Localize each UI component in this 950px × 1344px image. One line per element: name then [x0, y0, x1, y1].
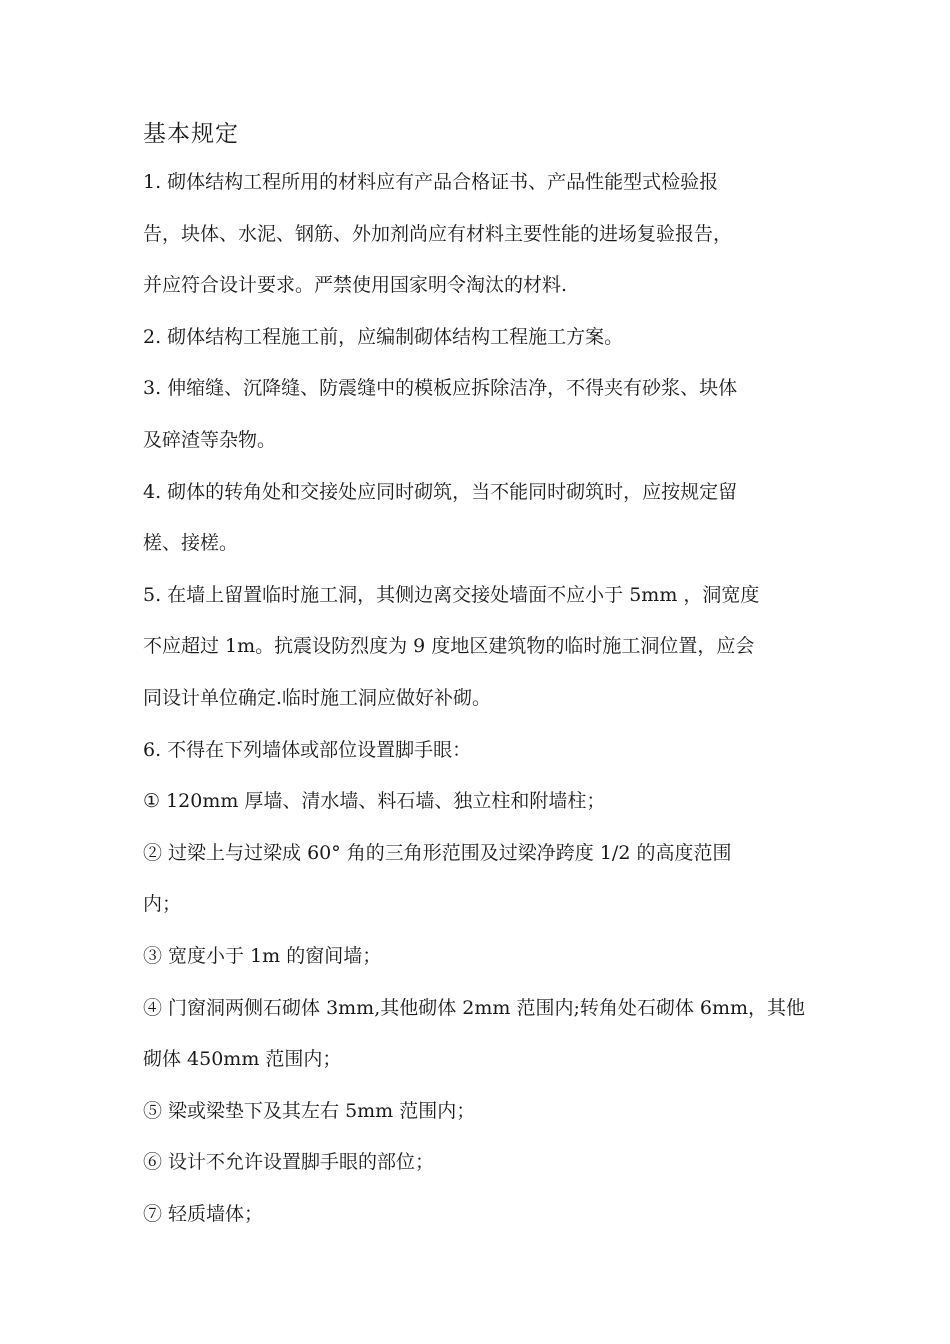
paragraph-line: 不应超过 1m。抗震设防烈度为 9 度地区建筑物的临时施工洞位置，应会: [143, 635, 755, 658]
list-item-line: ② 过梁上与过梁成 60° 角的三角形范围及过梁净跨度 1/2 的高度范围: [143, 841, 732, 864]
paragraph-line: 6. 不得在下列墙体或部位设置脚手眼：: [143, 738, 472, 761]
list-item-line: ⑦ 轻质墙体；: [143, 1202, 264, 1225]
paragraph-line: 并应符合设计要求。严禁使用国家明令淘汰的材料.: [143, 274, 568, 297]
list-item-line: ④ 门窗洞两侧石砌体 3mm,其他砌体 2mm 范围内;转角处石砌体 6mm，其他: [143, 996, 806, 1019]
document-body: [143, 161, 833, 1244]
list-item-line: ⑥ 设计不允许设置脚手眼的部位；: [143, 1151, 435, 1174]
paragraph-line: 槎、接槎。: [143, 532, 239, 555]
paragraph-line: 5. 在墙上留置临时施工洞，其侧边离交接处墙面不应小于 5mm ，洞宽度: [143, 583, 760, 606]
paragraph-line: 告，块体、水泥、钢筋、外加剂尚应有材料主要性能的进场复验报告，: [143, 222, 733, 245]
list-item-line: ⑤ 梁或梁垫下及其左右 5mm 范围内；: [143, 1099, 476, 1122]
list-item-line: 砌体 450mm 范围内；: [143, 1048, 342, 1071]
paragraph-line: 1. 砌体结构工程所用的材料应有产品合格证书、产品性能型式检验报: [143, 171, 719, 193]
list-item-line: ③ 宽度小于 1m 的窗间墙；: [143, 944, 382, 967]
section-title: 基本规定: [143, 121, 239, 147]
paragraph-line: 同设计单位确定.临时施工洞应做好补砌。: [143, 686, 492, 709]
paragraph-line: 2. 砌体结构工程施工前，应编制砌体结构工程施工方案。: [143, 325, 624, 348]
list-item-line: ① 120mm 厚墙、清水墙、料石墙、独立柱和附墙柱；: [143, 790, 606, 813]
paragraph-line: 4. 砌体的转角处和交接处应同时砌筑，当不能同时砌筑时，应按规定留: [143, 480, 738, 503]
list-item-line: 内；: [143, 893, 182, 916]
paragraph-line: 及碎渣等杂物。: [143, 428, 277, 451]
paragraph-line: 3. 伸缩缝、沉降缝、防震缝中的模板应拆除洁净，不得夹有砂浆、块体: [143, 377, 738, 400]
